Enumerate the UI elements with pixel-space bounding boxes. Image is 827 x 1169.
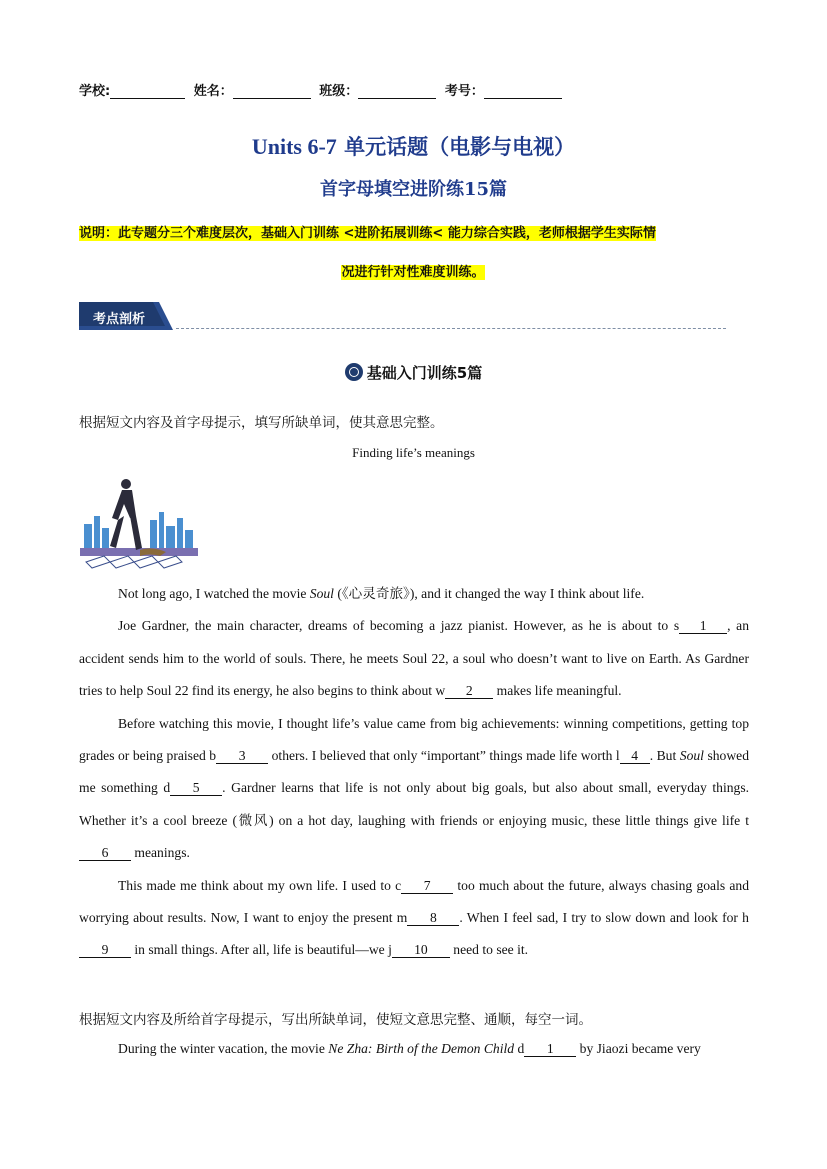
instruction-note [79,222,747,280]
passage-1-para-1: Not long ago, I watched the movie Soul (《心灵奇旅》), and it changed the way I think about life. [118,586,645,601]
answer-blank[interactable]: 1 [679,619,727,634]
school-field[interactable] [110,84,185,99]
topic-label: 单元话题（电影与电视） [344,134,576,159]
passage-1-para-4: This made me think about my own life. I used to c 7 too much about the future, always chasing goals and worrying about results. Now, I want to enjoy the present m 8 . When I feel sad, I try to slow down and look for h9 in small things. After all, life is beautiful—we j 10 need to see it. [79,877,749,958]
name-label: 姓名： [193,84,233,99]
page-subtitle: 首字母填空进阶练15篇 [319,179,508,200]
section-tag-label: 考点剖析 [93,312,146,327]
class-label: 班级： [319,84,359,99]
answer-blank[interactable]: 9 [79,943,131,958]
passage-1-title: Finding life’s meanings [352,445,475,460]
passage-1-body [79,578,749,967]
answer-blank[interactable]: 10 [392,943,450,958]
note-line-1: 说明：此专题分三个难度层次，基础入门训练 <进阶拓展训练< 能力综合实践，老师根据学生实际情 [79,226,656,241]
answer-blank[interactable]: 3 [216,749,268,764]
student-info-header [79,80,562,99]
target-icon [345,363,363,381]
walking-man-city-illustration [80,476,198,570]
instruction-1: 根据短文内容及首字母提示，填写所缺单词，使其意思完整。 [79,415,444,431]
passage-1-para-2: Joe Gardner, the main character, dreams of becoming a jazz pianist. However, as he is about to s 1 , an accident sends him to the world of souls. There, he meets Soul 22, a soul who doesn’t want to live on Earth. As Gardner tries to help Soul 22 find its energy, he also begins to think about w 2 makes life meaningful. [79,618,749,699]
name-field[interactable] [233,84,311,99]
answer-blank[interactable]: 1 [524,1042,576,1057]
exam-no-label: 考号： [444,84,484,99]
answer-blank[interactable]: 2 [445,684,493,699]
note-line-2: 况进行针对性难度训练。 [341,265,485,280]
section-heading: 基础入门训练5篇 [0,362,827,383]
answer-blank[interactable]: 5 [170,781,222,796]
exam-no-field[interactable] [484,84,562,99]
passage-2-para-1: During the winter vacation, the movie Ne Zha: Birth of the Demon Child d 1 by Jiaozi became very [118,1041,701,1056]
school-label: 学校: [79,84,111,99]
answer-blank[interactable]: 7 [401,879,453,894]
answer-blank[interactable]: 8 [407,911,459,926]
section-divider [176,328,726,329]
answer-blank[interactable]: 4 [620,749,650,764]
page-title [0,131,827,161]
class-field[interactable] [358,84,436,99]
units-label: Units 6-7 [251,134,337,159]
answer-blank[interactable]: 6 [79,846,131,861]
passage-1-para-3: Before watching this movie, I thought life’s value came from big achievements: winning competitions, getting top grades or being praised b 3 others. I believed that only “important” things made life worth l 4 . But Soul showed me something d 5 . Gardner learns that life is not only about big goals, but also about small, everyday things. Whether it’s a cool breeze (微风) on a hot day, laughing with friends or enjoying music, these little things give life t6 meanings. [79,715,750,861]
instruction-2: 根据短文内容及所给首字母提示，写出所缺单词，使短文意思完整、通顺，每空一词。 [79,1012,592,1028]
passage-2-body [79,1033,749,1067]
